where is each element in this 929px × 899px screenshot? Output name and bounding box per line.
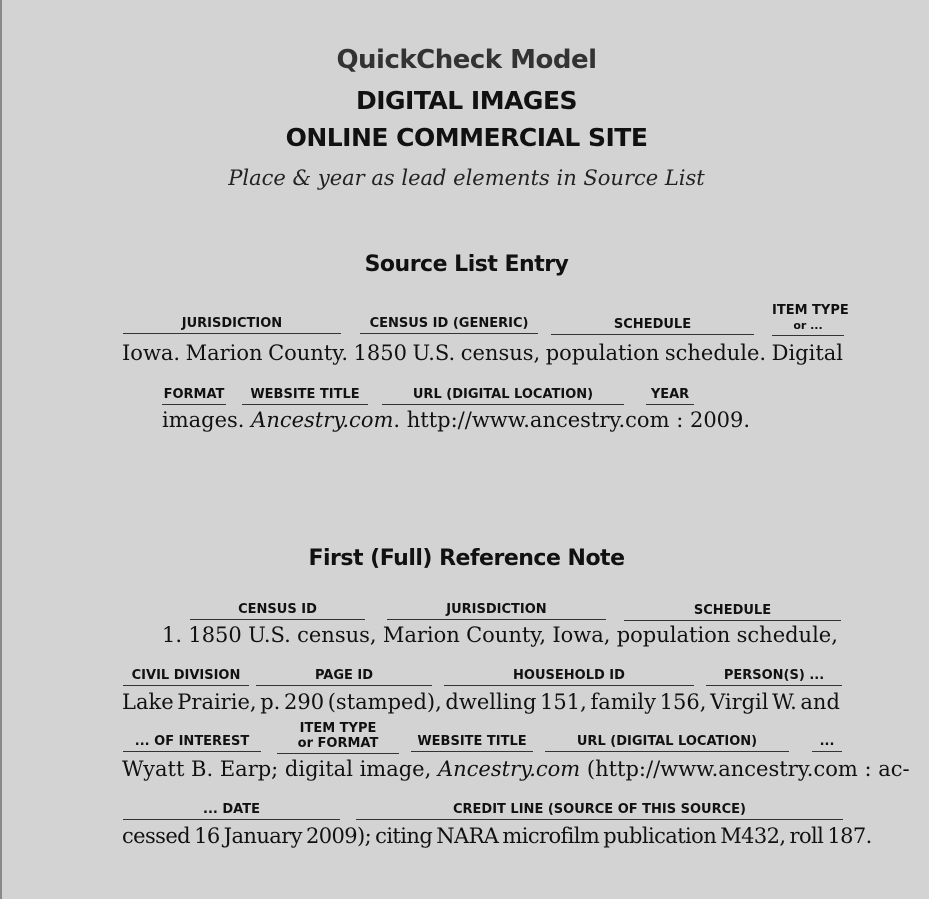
label-persons: PERSON(S) ... [706, 669, 842, 686]
reference-note-line-2 [122, 690, 840, 714]
word: 1850 [353, 341, 407, 365]
website-punct: . [393, 408, 401, 432]
label-year: YEAR [646, 388, 694, 405]
url-text: http://www.ancestry.com [406, 408, 670, 432]
word: U.S. [412, 341, 456, 365]
label-ref-item-type-line2: or FORMAT [277, 736, 399, 754]
label-item-type-line1: ITEM TYPE [772, 303, 849, 318]
model-title: QuickCheck Model [336, 45, 597, 75]
title-online-commercial-site: ONLINE COMMERCIAL SITE [285, 123, 648, 152]
reference-note-line-1 [162, 623, 838, 647]
label-item-type [772, 303, 849, 336]
label-credit-line: CREDIT LINE (SOURCE OF THIS SOURCE) [356, 803, 843, 820]
label-census-id: CENSUS ID [190, 603, 365, 620]
label-date: ... DATE [123, 803, 340, 820]
word: and [800, 690, 840, 714]
word: (stamped), [327, 690, 442, 714]
url-colon: : [676, 408, 684, 432]
word: p. [260, 690, 281, 714]
word: Lake [122, 690, 174, 714]
label-civil-division: CIVIL DIVISION [123, 669, 249, 686]
label-ref-jurisdiction: JURISDICTION [387, 603, 606, 620]
word: 290 [283, 690, 325, 714]
word: dwelling [445, 690, 537, 714]
label-household-id: HOUSEHOLD ID [444, 669, 694, 686]
reference-note-heading: First (Full) Reference Note [308, 546, 625, 571]
label-ref-item-type-line1: ITEM TYPE [299, 721, 377, 736]
label-ref-ellipsis: ... [812, 735, 842, 752]
label-ref-url: URL (DIGITAL LOCATION) [545, 735, 789, 752]
line3-after: (http://www.ancestry.com : ac- [586, 757, 910, 781]
label-of-interest: ... OF INTEREST [123, 735, 261, 752]
word: 151, [540, 690, 587, 714]
line3-website: Ancestry.com [437, 757, 581, 781]
subtitle: Place & year as lead elements in Source List [228, 166, 705, 190]
label-item-type-line2: or ... [772, 318, 844, 336]
label-ref-schedule: SCHEDULE [624, 604, 841, 621]
title-digital-images: DIGITAL IMAGES [355, 86, 578, 115]
word: Iowa, [552, 623, 611, 647]
label-page-id: PAGE ID [256, 669, 432, 686]
word: Prairie, [177, 690, 257, 714]
line3-before: Wyatt B. Earp; digital image, [122, 757, 432, 781]
label-jurisdiction: JURISDICTION [123, 317, 341, 334]
word: 1850 [188, 623, 242, 647]
source-list-line-2 [162, 408, 750, 432]
word: population [545, 341, 660, 365]
word: W. [772, 690, 797, 714]
year-text: 2009. [689, 408, 751, 432]
word: County, [466, 623, 547, 647]
word: Virgil [710, 690, 769, 714]
source-list-line-1 [122, 341, 843, 365]
label-format: FORMAT [162, 388, 226, 405]
word: census, [460, 341, 541, 365]
label-website-title: WEBSITE TITLE [242, 388, 368, 405]
word: 156, [659, 690, 707, 714]
word: County. [268, 341, 349, 365]
word: U.S. [248, 623, 291, 647]
website-title-text: Ancestry.com [251, 408, 394, 432]
word: Digital [771, 341, 843, 365]
word: census, [297, 623, 377, 647]
reference-note-line-4: cessed 16 January 2009); citing NARA microfilm publication M432, roll 187. [122, 824, 872, 848]
word: Marion [382, 623, 460, 647]
label-census-id-generic: CENSUS ID (GENERIC) [360, 317, 538, 334]
word: Marion [185, 341, 263, 365]
word: Iowa. [122, 341, 181, 365]
word: family [590, 690, 656, 714]
label-url: URL (DIGITAL LOCATION) [382, 388, 624, 405]
reference-note-line-3 [122, 757, 910, 781]
label-ref-item-type [277, 721, 399, 754]
label-schedule: SCHEDULE [551, 318, 754, 335]
word: 1. [162, 623, 183, 647]
word: schedule, [736, 623, 838, 647]
source-list-heading: Source List Entry [364, 252, 569, 277]
format-text: images. [162, 408, 245, 432]
label-ref-website-title: WEBSITE TITLE [411, 735, 533, 752]
word: population [616, 623, 731, 647]
word: schedule. [664, 341, 767, 365]
